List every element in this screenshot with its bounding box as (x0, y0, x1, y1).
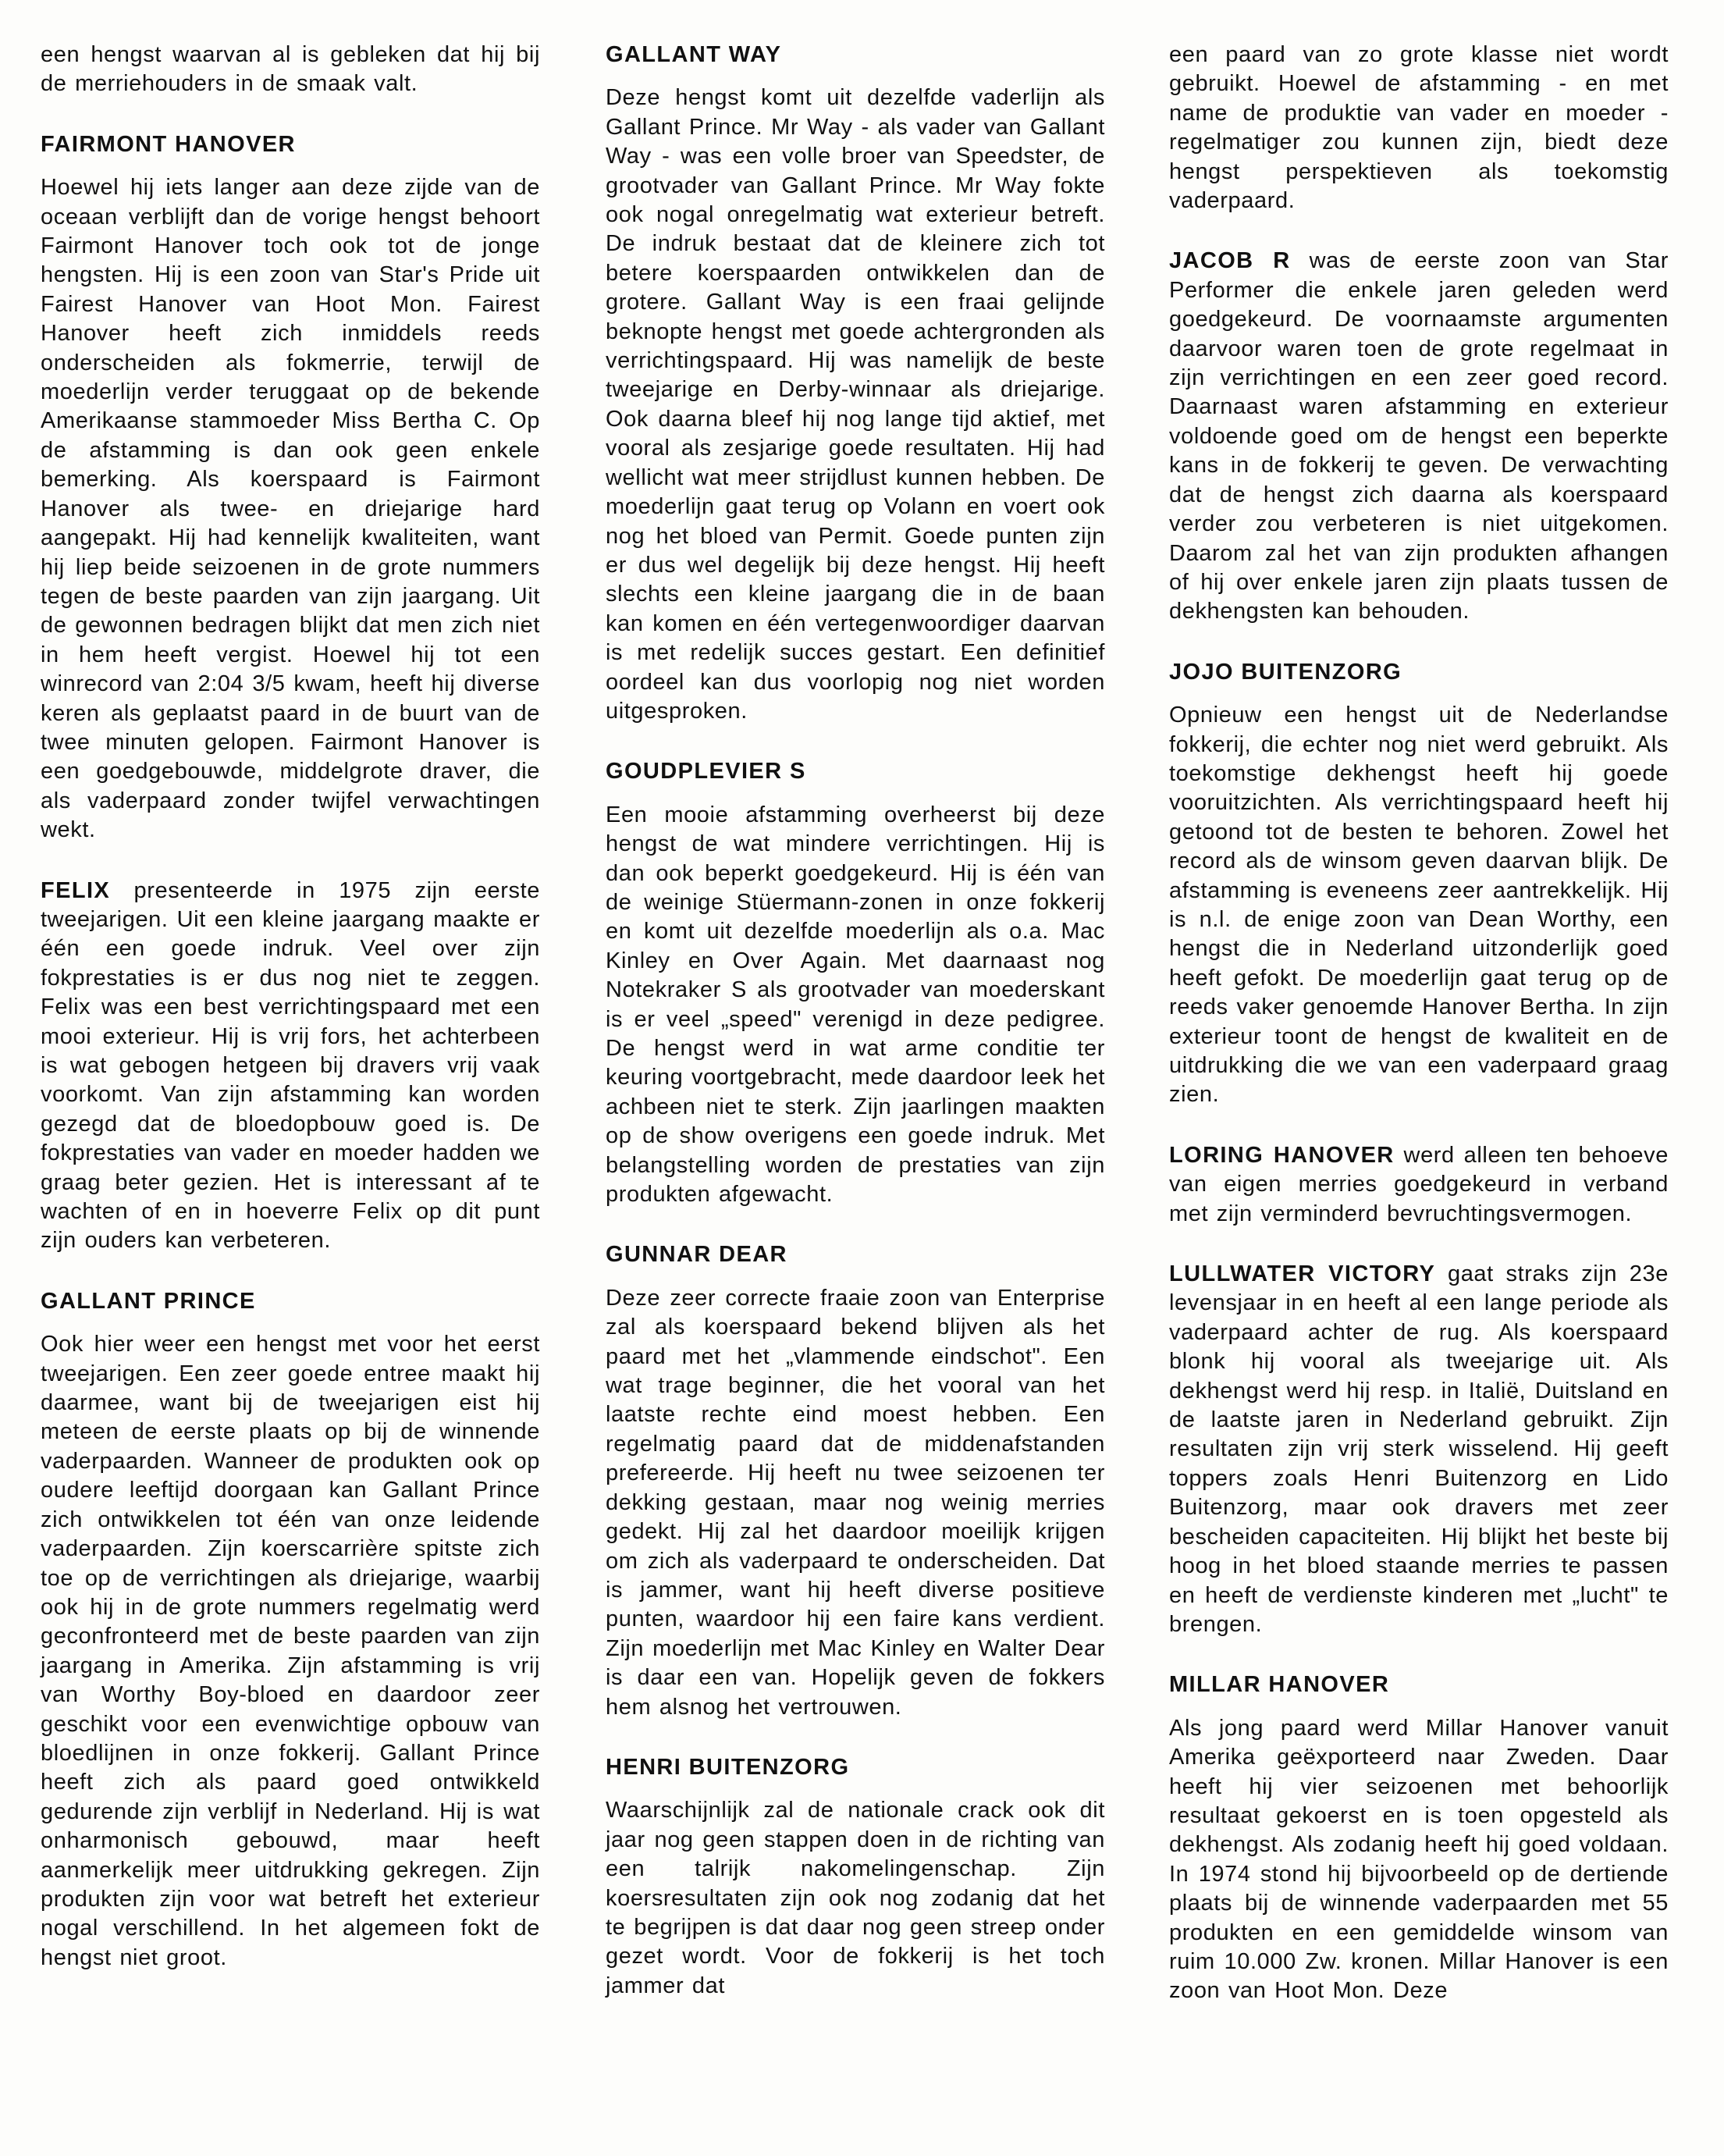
paragraph: Opnieuw een hengst uit de Nederlandse fokkerij, die echter nog niet werd gebruikt. Als toekomstige dekhengst heeft hij goede vooruitzichten. Als verrichtingspaard heeft hij getoond tot de besten te behoren. Zowel het record als de winsom geven daarvan blijk. De afstamming is eveneens zeer aantrekkelijk. Hij is n.l. de enige zoon van Dean Worthy, een hengst die in Nederland uitzonderlijk goed heeft gefokt. De moederlijn gaat terug op de reeds vaker genoemde Hanover Bertha. In zijn exterieur toont de hengst de kwaliteit en de uitdrukking die we van een vaderpaard graag zien. (1169, 703, 1669, 1108)
lead-in-name: FELIX (41, 877, 111, 903)
article-section-gunnar-dear (606, 1240, 1105, 1722)
article-section-lullwater-victory (1169, 1260, 1669, 1639)
article-section-felix (41, 877, 540, 1256)
article-section-goudplevier-s (606, 757, 1105, 1209)
paragraph (1169, 1141, 1669, 1229)
article-section-fairmont-hanover (41, 130, 540, 845)
section-heading: GALLANT WAY (606, 42, 782, 67)
article-section-henri-buitenzorg (606, 1753, 1105, 2001)
section-heading: GOUDPLEVIER S (606, 759, 806, 784)
article-section (41, 41, 540, 99)
paragraph: Hoewel hij iets langer aan deze zijde van de oceaan verblijft dan de vorige hengst behoort Fairmont Hanover toch ook tot de jonge hengsten. Hij is een zoon van Star's Pride uit Fairest Hanover van Hoot Mon. Fairest Hanover heeft zich inmiddels reeds onderscheiden als fokmerrie, terwijl de moederlijn verder teruggaat op de bekende Amerikaanse stammoeder Miss Bertha C. Op de afstamming is dan ook geen enkele bemerking. Als koerspaard is Fairmont Hanover als twee- en driejarige hard aangepakt. Hij had kennelijk kwaliteiten, want hij liep beide seizoenen in de grote nummers tegen de beste paarden van zijn jaargang. Uit de gewonnen bedragen blijkt dat men zich niet in hem heeft vergist. Hoewel hij tot een winrecord van 2:04 3/5 kwam, heeft hij diverse keren als geplaatst paard in de buurt van de twee minuten gelopen. Fairmont Hanover is een goedgebouwde, middelgrote draver, die als vaderpaard zonder twijfel verwachtingen wekt. (41, 175, 540, 843)
article-section-jojo-buitenzorg (1169, 658, 1669, 1110)
lead-in-name: LORING HANOVER (1169, 1142, 1395, 1168)
paragraph: Als jong paard werd Millar Hanover vanuit Amerika geëxporteerd naar Zweden. Daar heeft hij vier seizoenen met behoorlijk resultaat gekoerst en is toen opgesteld als dekhengst. Als zodanig heeft hij goed voldaan. In 1974 stond hij bijvoorbeeld op de dertiende plaats bij de winnende vaderpaarden met 55 produkten en een gemiddelde winsom van ruim 10.000 Zw. kronen. Millar Hanover is een zoon van Hoot Mon. Deze (1169, 1715, 1669, 2004)
paragraph-text: werd alleen ten behoeve van eigen merries goedgekeurd in verband met zijn verminderd bevruchtingsvermogen. (1169, 1142, 1669, 1226)
section-heading: GUNNAR DEAR (606, 1242, 787, 1268)
paragraph-text: was de eerste zoon van Star Performer die enkele jaren geleden werd goedgekeurd. De voornaamste argumenten daarvoor waren toen de grote regelmaat in zijn verrichtingen en een zeer goed record. Daarnaast waren afstamming en exterieur voldoende goed om de hengst een beperkte kans in de fokkerij te geven. De verwachting dat de hengst zich daarna als koerspaard verder zou verbeteren is niet uitgekomen. Daarom zal het van zijn produkten afhangen of hij over enkele jaren zijn plaats tussen de dekhengsten kan behouden. (1169, 248, 1669, 624)
section-heading: MILLAR HANOVER (1169, 1672, 1390, 1698)
text-column-2 (606, 41, 1105, 2001)
article-section-gallant-way (606, 41, 1105, 726)
article-section-jacob-r (1169, 247, 1669, 626)
paragraph (1169, 247, 1669, 626)
paragraph: Deze zeer correcte fraaie zoon van Enterprise zal als koerspaard bekend blijven als het paard met het „vlammende eindschot". Een wat trage beginner, die het vooral van het laatste rechte eind moest hebben. Een regelmatig paard dat de middenafstanden prefereerde. Hij heeft nu twee seizoenen ter dekking gestaan, maar nog weinig merries gedekt. Hij zal het daardoor moeilijk krijgen om zich als vaderpaard te onderscheiden. Dat is jammer, want hij heeft diverse positieve punten, waardoor hij een faire kans verdient. Zijn moederlijn met Mac Kinley en Walter Dear is daar een van. Hopelijk geven de fokkers hem alsnog het vertrouwen. (606, 1285, 1105, 1720)
article-section (1169, 41, 1669, 215)
lead-in-name: LULLWATER VICTORY (1169, 1261, 1436, 1287)
article-section-millar-hanover (1169, 1670, 1669, 2005)
paragraph: Een mooie afstamming overheerst bij deze hengst de wat mindere verrichtingen. Hij is dan ook beperkt goedgekeurd. Hij is één van de weinige Stüermann-zonen in onze fokkerij en komt uit dezelfde moederlijn als o.a. Mac Kinley en Over Again. Met daarnaast nog Notekraker S als grootvader van moederskant is er veel „speed" verenigd in deze pedigree. De hengst werd in wat arme conditie ter keuring voortgebracht, mede daardoor leek het achbeen niet te sterk. Zijn jaarlingen maakten op de show overigens een goede indruk. Met belangstelling worden de prestaties van zijn produkten afgewacht. (606, 802, 1105, 1208)
paragraph (41, 877, 540, 1256)
paragraph-text: presenteerde in 1975 zijn eerste tweejarigen. Uit een kleine jaargang maakte er één een goede indruk. Veel over zijn fokprestaties is er dus nog niet te zeggen. Felix was een best verrichtingspaard met een mooi exterieur. Hij is vrij fors, het achterbeen is wat gebogen hetgeen bij dravers vrij vaak voorkomt. Van zijn afstamming kan worden gezegd dat de bloedopbouw goed is. De fokprestaties van vader en moeder hadden we graag beter gezien. Het is interessant af te wachten of en in hoeverre Felix op dit punt zijn ouders kan verbeteren. (41, 877, 540, 1254)
lead-in-name: JACOB R (1169, 248, 1291, 274)
paragraph: Ook hier weer een hengst met voor het eerst tweejarigen. Een zeer goede entree maakt hij daarmee, want bij de tweejarigen eist hij meteen de eerste plaats op bij de winnende vaderpaarden. Wanneer de produkten ook op oudere leeftijd doorgaan kan Gallant Prince zich ontwikkelen tot één van onze leidende vaderpaarden. Zijn koerscarrière spitste zich toe op de verrichtingen als driejarige, waarbij ook hij in de grote nummers regelmatig werd geconfronteerd met de beste paarden van zijn jaargang in Amerika. Zijn afstamming is vrij van Worthy Boy-bloed en daardoor zeer geschikt voor een evenwichtige opbouw van bloedlijnen in onze fokkerij. Gallant Prince heeft zich als paard goed ontwikkeld gedurende zijn verblijf in Nederland. Hij is wat onharmonisch gebouwd, maar heeft aanmerkelijk meer uitdrukking gekregen. Zijn produkten zijn voor wat betreft het exterieur nogal verschillend. In het algemeen fokt de hengst niet groot. (41, 1332, 540, 1970)
paragraph: Waarschijnlijk zal de nationale crack ook dit jaar nog geen stappen doen in de richting van een talrijk nakomelingenschap. Zijn koersresultaten zijn ook nog zodanig dat het te begrijpen is dat daar nog geen streep onder gezet wordt. Voor de fokkerij is het toch jammer dat (606, 1798, 1105, 1998)
article-section-gallant-prince (41, 1287, 540, 1973)
paragraph: een paard van zo grote klasse niet wordt gebruikt. Hoewel de afstamming - en met name de produktie van vader en moeder - regelmatiger zou kunnen zijn, biedt deze hengst perspektieven als toekomstig vaderpaard. (1169, 42, 1669, 214)
text-column-3 (1169, 41, 1669, 2006)
article-section-loring-hanover (1169, 1141, 1669, 1229)
text-column-1 (41, 41, 540, 1973)
section-heading: JOJO BUITENZORG (1169, 659, 1402, 685)
paragraph: Deze hengst komt uit dezelfde vaderlijn als Gallant Prince. Mr Way - als vader van Gallant Way - was een volle broer van Speedster, de grootvader van Gallant Prince. Mr Way fokte ook nogal onregelmatig wat exterieur betreft. De indruk bestaat dat de kleinere zich tot betere koerspaarden ontwikkelen dan de grotere. Gallant Way is een fraai gelijnde beknopte hengst met goede achtergronden als verrichtingspaard. Hij was namelijk de beste tweejarige en Derby-winnaar als driejarige. Ook daarna bleef hij nog lange tijd aktief, met vooral als zesjarige goede resultaten. Hij had wellicht wat meer strijdlust kunnen hebben. De moederlijn gaat terug op Volann en voert ook nog het bloed van Permit. Goede punten zijn er dus wel degelijk bij deze hengst. Hij heeft slechts een kleine jaargang die in de baan kan komen en één vertegenwoordiger daarvan is met redelijk succes gestart. Een definitief oordeel kan dus voorlopig nog niet worden uitgesproken. (606, 85, 1105, 724)
paragraph (1169, 1260, 1669, 1639)
paragraph-text: gaat straks zijn 23e levensjaar in en heeft al een lange periode als vaderpaard achter de rug. Als koerspaard blonk hij vooral als tweejarige uit. Als dekhengst werd hij resp. in Italië, Duitsland en de laatste jaren in Nederland gebruikt. Zijn resultaten zijn vrij sterk wisselend. Hij geeft toppers zoals Henri Buitenzorg en Lido Buitenzorg, maar ook dravers met zeer bescheiden capaciteiten. Hij blijkt het beste bij hoog in het bloed staande merries te passen en heeft de verdienste kinderen met „lucht" te brengen. (1169, 1261, 1669, 1637)
section-heading: FAIRMONT HANOVER (41, 131, 296, 157)
paragraph: een hengst waarvan al is gebleken dat hij bij de merriehouders in de smaak valt. (41, 42, 540, 97)
section-heading: HENRI BUITENZORG (606, 1754, 850, 1780)
section-heading: GALLANT PRINCE (41, 1288, 256, 1314)
